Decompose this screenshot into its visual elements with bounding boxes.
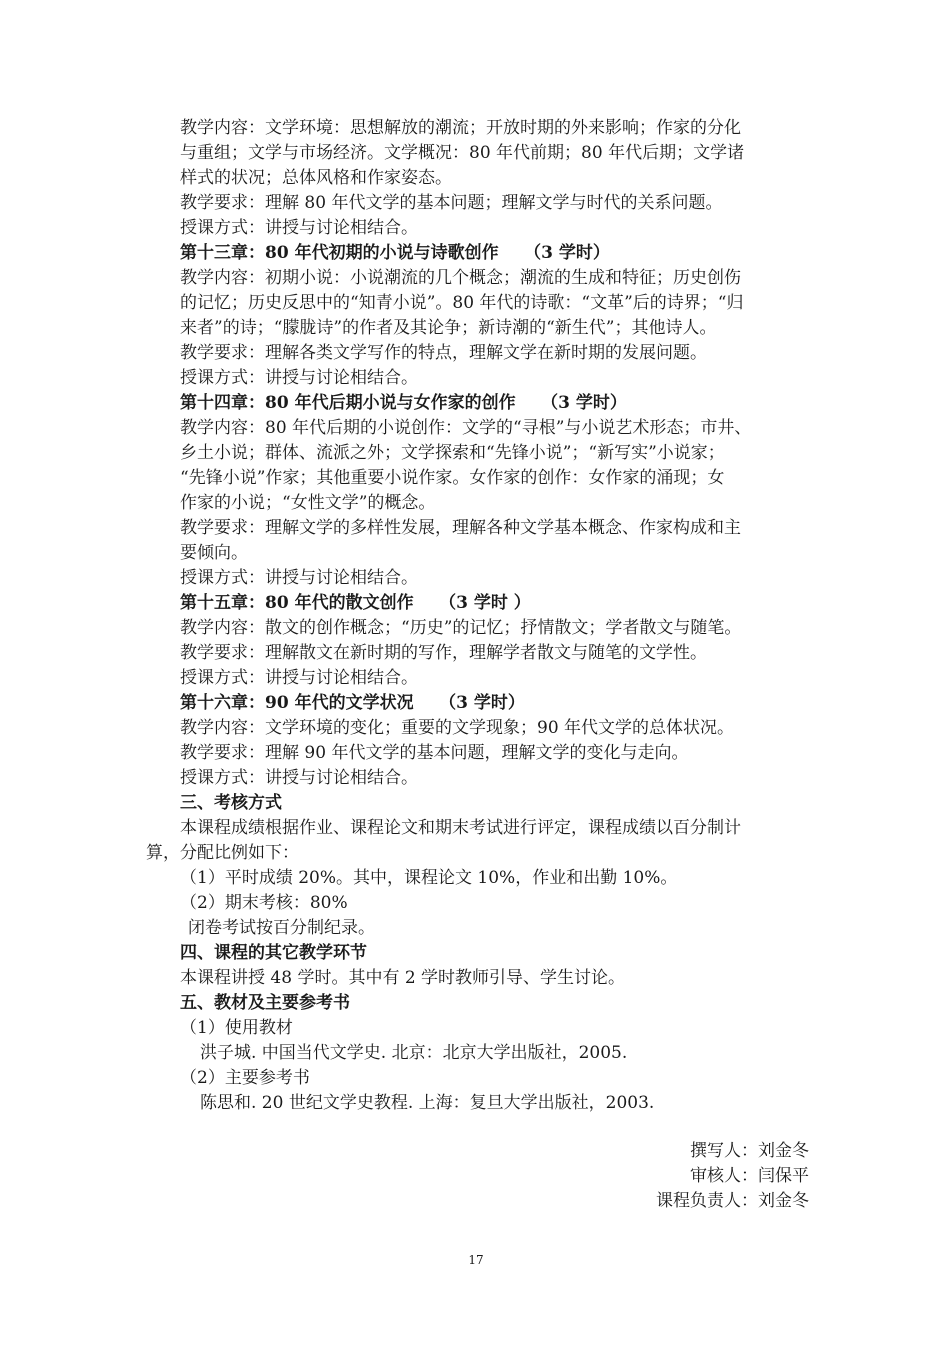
ch15-method: 授课方式：讲授与讨论相结合。 — [180, 668, 418, 688]
ch14-requirement-line: 要倾向。 — [180, 543, 248, 563]
ch12-content-line: 样式的状况；总体风格和作家姿态。 — [180, 168, 452, 188]
ch15-requirement: 教学要求：理解散文在新时期的写作，理解学者散文与随笔的文学性。 — [180, 643, 707, 663]
writer-signature: 撰写人：刘金冬 — [690, 1141, 809, 1161]
assessment-paragraph-line: 本课程成绩根据作业、课程论文和期末考试进行评定，课程成绩以百分制计 — [180, 818, 741, 838]
ch16-title: 第十六章：90 年代的文学状况 （3 学时） — [180, 693, 525, 713]
reference-label: （2）主要参考书 — [180, 1068, 310, 1088]
ch15-content: 教学内容：散文的创作概念；“历史”的记忆；抒情散文；学者散文与随笔。 — [180, 618, 742, 638]
textbooks-heading: 五、教材及主要参考书 — [180, 993, 350, 1013]
ch14-content-line: 乡土小说；群体、流派之外；文学探索和“先锋小说”；“新写实”小说家； — [180, 443, 725, 463]
ch12-content-line: 与重组；文学与市场经济。文学概况：80 年代前期；80 年代后期；文学诸 — [180, 143, 745, 163]
ch13-content-line: 的记忆；历史反思中的“知青小说”。80 年代的诗歌：“文革”后的诗界；“归 — [180, 293, 744, 313]
ch14-method: 授课方式：讲授与讨论相结合。 — [180, 568, 418, 588]
ch13-content-line: 教学内容：初期小说：小说潮流的几个概念；潮流的生成和特征；历史创伤 — [180, 268, 741, 288]
assessment-note: 闭卷考试按百分制纪录。 — [188, 918, 375, 938]
textbook-label: （1）使用教材 — [180, 1018, 293, 1038]
reference-entry: 陈思和. 20 世纪文学史教程. 上海：复旦大学出版社，2003. — [200, 1093, 655, 1113]
ch12-requirement: 教学要求：理解 80 年代文学的基本问题；理解文学与时代的关系问题。 — [180, 193, 723, 213]
course-leader-signature: 课程负责人：刘金冬 — [656, 1191, 809, 1211]
assessment-paragraph-line: 算，分配比例如下： — [146, 843, 299, 863]
ch14-content-line: “先锋小说”作家；其他重要小说作家。女作家的创作：女作家的涌现；女 — [180, 468, 725, 488]
ch13-content-line: 来者”的诗；“朦胧诗”的作者及其论争；新诗潮的“新生代”；其他诗人。 — [180, 318, 717, 338]
other-teaching-heading: 四、课程的其它教学环节 — [180, 943, 367, 963]
ch12-content-line: 教学内容：文学环境：思想解放的潮流；开放时期的外来影响；作家的分化 — [180, 118, 741, 138]
assessment-heading: 三、考核方式 — [180, 793, 282, 813]
ch14-requirement-line: 教学要求：理解文学的多样性发展，理解各种文学基本概念、作家构成和主 — [180, 518, 741, 538]
assessment-item: （1）平时成绩 20%。其中，课程论文 10%，作业和出勤 10%。 — [180, 868, 678, 888]
ch13-method: 授课方式：讲授与讨论相结合。 — [180, 368, 418, 388]
ch16-content: 教学内容：文学环境的变化；重要的文学现象；90 年代文学的总体状况。 — [180, 718, 735, 738]
ch13-requirement: 教学要求：理解各类文学写作的特点，理解文学在新时期的发展问题。 — [180, 343, 707, 363]
ch14-content-line: 作家的小说；“女性文学”的概念。 — [180, 493, 436, 513]
ch16-method: 授课方式：讲授与讨论相结合。 — [180, 768, 418, 788]
textbook-entry: 洪子城. 中国当代文学史. 北京：北京大学出版社，2005. — [200, 1043, 628, 1063]
ch14-title: 第十四章：80 年代后期小说与女作家的创作 （3 学时） — [180, 393, 627, 413]
ch14-content-line: 教学内容：80 年代后期的小说创作：文学的“寻根”与小说艺术形态；市井、 — [180, 418, 752, 438]
ch13-title: 第十三章：80 年代初期的小说与诗歌创作 （3 学时） — [180, 243, 610, 263]
ch12-method: 授课方式：讲授与讨论相结合。 — [180, 218, 418, 238]
reviewer-signature: 审核人：闫保平 — [690, 1166, 809, 1186]
ch16-requirement: 教学要求：理解 90 年代文学的基本问题，理解文学的变化与走向。 — [180, 743, 689, 763]
other-teaching-text: 本课程讲授 48 学时。其中有 2 学时教师引导、学生讨论。 — [180, 968, 626, 988]
page-number: 17 — [468, 1253, 484, 1267]
ch15-title: 第十五章：80 年代的散文创作 （3 学时 ） — [180, 593, 531, 613]
assessment-item: （2）期末考核：80% — [180, 893, 348, 913]
